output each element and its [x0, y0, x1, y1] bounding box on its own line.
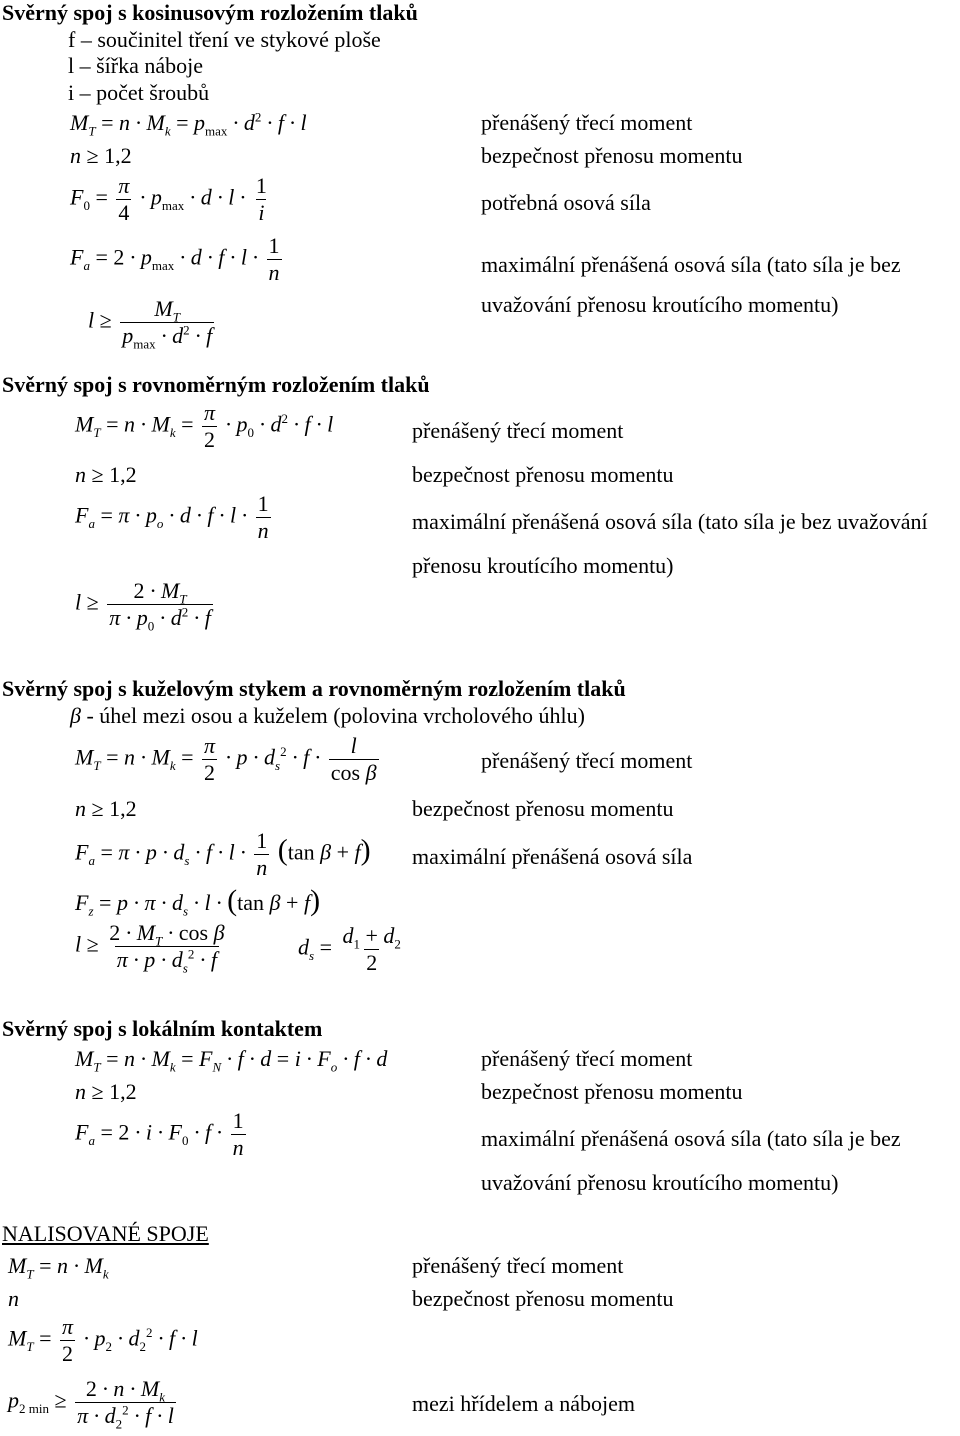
comment-safety: bezpečnost přenosu momentu [412, 1286, 674, 1311]
eq-mt-cos: $M_T = n \cdot M_k = p_{max} \cdot d^2 \cdot f \cdot l$ [70, 109, 307, 139]
eq-mt-conical: $M_T = n \cdot M_k$ = $\frac{\pi}{2}$ · $p \cdot d_s^2 \cdot f$ · $\frac{l}{\text{cos β}}$ [75, 733, 377, 785]
comment-no-torque: uvažování přenosu kroutícího momentu) [481, 292, 839, 317]
eq-mt-press: $M_T = n \cdot M_k$ [8, 1253, 109, 1282]
eq-l-conical: l ≥ $\frac{2 \cdot M_T \cdot \cos \beta}{\pi \cdot p \cdot d_s^2 \cdot f}$ [75, 920, 225, 976]
eq-n-cos: n ≥ 1,2 [70, 143, 132, 168]
eq-fa-conical: $F_a = \pi \cdot p \cdot d_s \cdot f \cdot l$ · $\frac{1}{n}$ (tan β + f) [75, 828, 371, 880]
comment-shaft-hub: mezi hřídelem a nábojem [412, 1391, 635, 1416]
section-title-conical: Svěrný spoj s kuželovým stykem a rovnoměrným rozložením tlaků [2, 676, 626, 701]
comment-max-axial: maximální přenášená osová síla (tato síla je bez [481, 252, 901, 277]
comment-friction-moment: přenášený třecí moment [481, 748, 693, 773]
comment-safety: bezpečnost přenosu momentu [481, 1079, 743, 1104]
comment-friction-moment: přenášený třecí moment [412, 418, 624, 443]
eq-p2min-press: $p_{2 min}$ ≥ $\frac{2 \cdot n \cdot M_k}{\pi \cdot d_2^2 \cdot f \cdot l}$ [8, 1376, 174, 1432]
section-title-cosine: Svěrný spoj s kosinusovým rozložením tlaků [2, 0, 418, 25]
eq-fz-conical: $F_z = p \cdot \pi \cdot d_s \cdot l \cdot (\tan$ β + f) [75, 884, 321, 919]
beta-definition: β - úhel mezi osou a kuželem (polovina vrcholového úhlu) [70, 703, 585, 728]
eq-ds-conical: $d_s$ = $\frac{d_1 + d_2}{2}$ [298, 923, 401, 975]
comment-safety: bezpečnost přenosu momentu [412, 796, 674, 821]
beta-def-text: - úhel mezi osou a kuželem (polovina vrcholového úhlu) [86, 703, 585, 728]
comment-axial-force: potřebná osová síla [481, 190, 651, 215]
eq-fa-uniform: $F_a = \pi \cdot p_o \cdot d \cdot f \cdot l$ · $\frac{1}{n}$ [75, 491, 269, 543]
eq-n-local: n ≥ 1,2 [75, 1079, 137, 1104]
section-title-press-fit: NALISOVANÉ SPOJE [2, 1221, 209, 1246]
eq-mt2-press: $M_T$ = $\frac{\pi}{2}$ · $p_2 \cdot d_2^2 \cdot f \cdot l$ [8, 1314, 198, 1366]
section-title-uniform: Svěrný spoj s rovnoměrným rozložením tlaků [2, 372, 430, 397]
eq-mt-uniform: $M_T = n \cdot M_k$ = $\frac{\pi}{2}$ · $p_0 \cdot d^2 \cdot f \cdot l$ [75, 400, 334, 452]
eq-mt-local: $M_T = n \cdot M_k = F_N \cdot f \cdot d = i \cdot F_o \cdot f \cdot d$ [75, 1046, 388, 1075]
comment-max-axial: maximální přenášená osová síla (tato síla je bez uvažování [412, 509, 928, 534]
comment-friction-moment: přenášený třecí moment [481, 110, 693, 135]
def-f: f – součinitel tření ve stykové ploše [68, 27, 381, 52]
def-i: i – počet šroubů [68, 80, 210, 105]
comment-safety: bezpečnost přenosu momentu [412, 462, 674, 487]
comment-max-axial: maximální přenášená osová síla [412, 844, 693, 869]
comment-max-axial: maximální přenášená osová síla (tato síla je bez [481, 1126, 901, 1151]
def-l: l – šířka náboje [68, 53, 204, 78]
comment-friction-moment: přenášený třecí moment [412, 1253, 624, 1278]
comment-no-torque: uvažování přenosu kroutícího momentu) [481, 1170, 839, 1195]
comment-no-torque: přenosu kroutícího momentu) [412, 553, 674, 578]
section-title-local: Svěrný spoj s lokálním kontaktem [2, 1016, 323, 1041]
eq-fa-local: $F_a = 2 \cdot i \cdot F_0 \cdot f$ · $\frac{1}{n}$ [75, 1108, 244, 1160]
eq-n-press: n [8, 1286, 19, 1311]
comment-friction-moment: přenášený třecí moment [481, 1046, 693, 1071]
eq-fa-cos: $F_a = 2 \cdot p_{max} \cdot d \cdot f \cdot l$ · $\frac{1}{n}$ [70, 233, 280, 285]
eq-f0-cos: $F_0$ = $\frac{\pi}{4}$ · $p_{max} \cdot d \cdot l$ · $\frac{1}{i}$ [70, 173, 267, 225]
eq-l-uniform: l ≥ $\frac{2 \cdot M_T}{\pi \cdot p_0 \cdot d^2 \cdot f}$ [75, 578, 211, 634]
eq-n-conical: n ≥ 1,2 [75, 796, 137, 821]
eq-l-cos: l ≥ $\frac{M_T}{p_{max} \cdot d^2 \cdot f}$ [88, 296, 213, 352]
comment-safety: bezpečnost přenosu momentu [481, 143, 743, 168]
eq-n-uniform: n ≥ 1,2 [75, 462, 137, 487]
